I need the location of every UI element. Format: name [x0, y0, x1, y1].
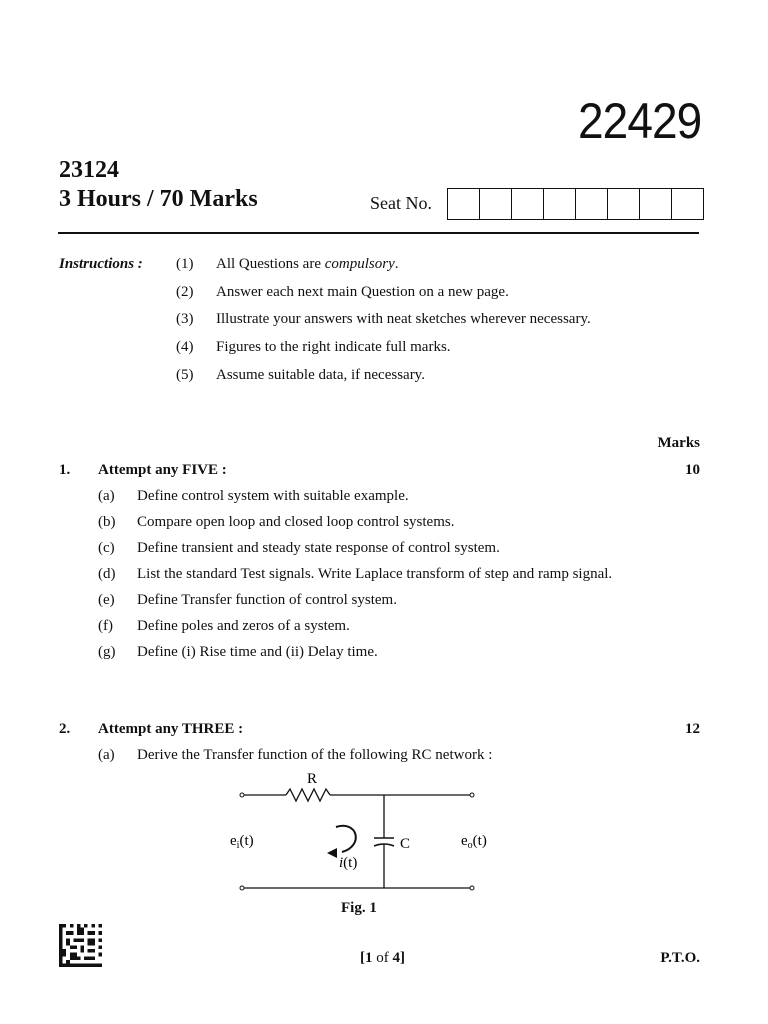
marks-heading: Marks	[657, 435, 700, 451]
subquestion-text: Derive the Transfer function of the following RC network :	[137, 747, 493, 763]
subquestion	[98, 742, 661, 768]
subquestion-text: Define transient and steady state response of control system.	[137, 540, 500, 556]
rc-network-diagram	[220, 768, 510, 898]
duration-marks: 3 Hours / 70 Marks	[59, 186, 258, 212]
subquestion	[98, 535, 661, 561]
instruction-text: Answer each next main Question on a new page.	[216, 283, 509, 300]
subquestion-text: Define control system with suitable example.	[137, 488, 409, 504]
instruction-number: (1)	[176, 256, 194, 272]
subquestion	[98, 613, 661, 639]
subquestion-text: Define poles and zeros of a system.	[137, 618, 350, 634]
instruction-item	[176, 254, 591, 282]
input-voltage-label: $e_i(t)$	[230, 833, 254, 851]
seat-box	[480, 189, 512, 219]
figure-caption: Fig. 1	[341, 900, 377, 916]
resistor-label: R	[306, 771, 318, 787]
subquestion	[98, 509, 661, 535]
seat-box	[576, 189, 608, 219]
header-divider	[58, 232, 699, 234]
current-loop-arrow	[336, 826, 356, 852]
instruction-number: (4)	[176, 339, 194, 356]
paper-code: 22429	[578, 93, 702, 149]
capacitor-label: C	[400, 836, 411, 852]
please-turn-over: P.T.O.	[660, 950, 700, 966]
instruction-text: Figures to the right indicate full marks.	[216, 339, 451, 356]
subquestion-letter: (a)	[98, 488, 115, 504]
arrow-head-icon	[327, 848, 337, 858]
output-voltage-label: $e_o(t)$	[461, 833, 487, 851]
instruction-text: Assume suitable data, if necessary.	[216, 366, 425, 383]
subquestion	[98, 639, 661, 665]
instruction-text: All Questions are compulsory.	[216, 256, 399, 272]
current-label: i(t)	[339, 855, 358, 871]
instructions-label: Instructions :	[59, 256, 143, 272]
instruction-number: (2)	[176, 283, 194, 300]
instruction-item	[176, 282, 591, 310]
subquestion-letter: (e)	[98, 592, 115, 608]
question-2-subparts	[98, 742, 661, 768]
seat-box	[448, 189, 480, 219]
instruction-item	[176, 309, 591, 337]
subquestion-text: Compare open loop and closed loop control systems.	[137, 514, 455, 530]
terminal	[240, 793, 244, 797]
terminal	[470, 793, 474, 797]
exam-code: 23124	[59, 157, 119, 183]
seat-number-boxes	[447, 188, 704, 220]
terminal	[240, 886, 244, 890]
seat-number-label: Seat No.	[370, 193, 432, 213]
resistor-symbol	[286, 789, 330, 801]
subquestion-letter: (g)	[98, 644, 116, 660]
question-number: 1.	[59, 462, 71, 478]
subquestion	[98, 561, 661, 587]
subquestion-letter: (d)	[98, 566, 116, 582]
seat-box	[640, 189, 672, 219]
question-marks: 12	[685, 721, 700, 737]
subquestion-letter: (b)	[98, 514, 116, 530]
subquestion-text: List the standard Test signals. Write Laplace transform of step and ramp signal.	[137, 566, 613, 582]
instruction-item	[176, 365, 591, 393]
subquestion	[98, 483, 661, 509]
page-number: [1 of 4]	[360, 950, 405, 966]
instruction-number: (3)	[176, 311, 194, 328]
question-title: Attempt any FIVE :	[98, 462, 227, 478]
subquestion-text: Define (i) Rise time and (ii) Delay time.	[137, 644, 378, 660]
instruction-item	[176, 337, 591, 365]
seat-box	[544, 189, 576, 219]
datamatrix-code-icon	[59, 924, 102, 967]
subquestion-text: Define Transfer function of control system.	[137, 592, 397, 608]
question-marks: 10	[685, 462, 700, 478]
question-title: Attempt any THREE :	[98, 721, 244, 737]
instruction-number: (5)	[176, 366, 194, 383]
instruction-text: Illustrate your answers with neat sketches wherever necessary.	[216, 311, 591, 328]
subquestion-letter: (f)	[98, 618, 113, 634]
question-number: 2.	[59, 721, 71, 737]
terminal	[470, 886, 474, 890]
subquestion	[98, 587, 661, 613]
question-1-subparts	[98, 483, 661, 665]
subquestion-letter: (c)	[98, 540, 115, 556]
seat-box	[608, 189, 640, 219]
instructions-list	[176, 254, 591, 392]
seat-box	[512, 189, 544, 219]
seat-box	[672, 189, 703, 219]
subquestion-letter: (a)	[98, 747, 115, 763]
